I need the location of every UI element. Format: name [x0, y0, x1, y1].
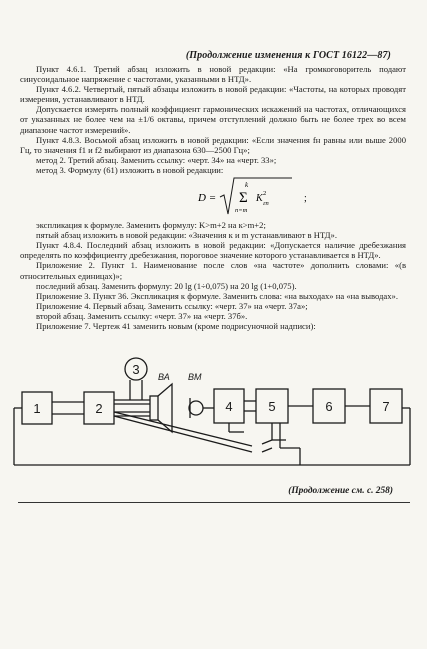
- page-footer: (Продолжение см. с. 258): [288, 486, 393, 496]
- paragraph: Приложение 7. Чертеж 41 заменить новым (кроме подрисуночной надписи):: [36, 320, 316, 331]
- paragraph: Приложение 4. Первый абзац. Заменить ссылку: «черт. 37» на «черт. 37а»;: [36, 300, 308, 311]
- formula-61: [20, 176, 406, 218]
- block-2-label: 2: [95, 401, 103, 416]
- paragraph: Допускается измерять полный коэффициент гармонических искажений на частотах, отличающихся от указанных не более чем на ±1/6 октавы, причем отступлений должно быть не более трех во всем диапазоне частот измерений».: [20, 104, 406, 135]
- paragraph: последний абзац. Заменить формулу: 20 lg (1÷0,075) на 20 lg (1+0,075).: [36, 280, 297, 291]
- speaker-body: [150, 396, 158, 420]
- switch-contact: [262, 448, 272, 452]
- paragraph: пятый абзац изложить в новой редакции: «Значения к и m устанавливают в НТД».: [36, 230, 337, 241]
- sum-sign: Σ: [239, 190, 248, 207]
- sum-lower-limit: n=m: [235, 207, 248, 215]
- paragraph: метод 3. Формулу (61) изложить в новой редакции:: [36, 164, 224, 175]
- formula-tail: ;: [304, 193, 307, 205]
- switch-line: [114, 416, 252, 452]
- paragraph: Пункт 4.8.3. Восьмой абзац изложить в новой редакции: «Если значения fн равны или выше 2000 Гц, то значения f1 и f2 выбирают из диапазона 630—2500 Гц»;: [20, 134, 406, 155]
- formula-term-sup: 2: [263, 190, 267, 198]
- block-7-label: 7: [382, 399, 390, 414]
- formula-term: K: [256, 193, 263, 205]
- paragraph: второй абзац. Заменить ссылку: «черт. 37» на «черт. 37б».: [36, 310, 248, 321]
- schematic-drawing-41: [0, 348, 427, 480]
- paragraph: Пункт 4.6.1. Третий абзац изложить в новой редакции: «На громкоговоритель подают синусоидальное напряжение с частотами, указанными в НТД».: [20, 64, 406, 85]
- block-5-label: 5: [268, 399, 276, 414]
- microphone-capsule: [189, 401, 203, 415]
- paragraph: Пункт 4.8.4. Последний абзац изложить в новой редакции: «Допускается наличие дребезжания определять по коэффициенту дребезжания, пороговое значение которого устанавливается в НТД».: [20, 240, 406, 261]
- block-3-label: 3: [132, 362, 140, 377]
- speaker-label: ВА: [158, 372, 170, 382]
- formula-lhs: D =: [198, 192, 217, 205]
- switch-contact: [262, 440, 272, 444]
- formula-term-sub: гn: [263, 200, 269, 208]
- footer-rule: [18, 502, 410, 503]
- paragraph: Приложение 3. Пункт 36. Экспликация к формуле. Заменить слова: «на выходах» на «на выводах».: [36, 290, 398, 301]
- paragraph: метод 2. Третий абзац. Заменить ссылку: «черт. 34» на «черт. 33»;: [36, 154, 277, 165]
- microphone-label: ВМ: [188, 372, 202, 382]
- block-1-label: 1: [33, 401, 41, 416]
- formula-graphic: [20, 176, 406, 218]
- block-4-label: 4: [225, 399, 233, 414]
- block-6-label: 6: [325, 399, 333, 414]
- switch-line: [114, 412, 252, 446]
- paragraph: экспликация к формуле. Заменить формулу: K>m+2 на к>m+2;: [36, 220, 266, 231]
- sum-upper-limit: k: [245, 181, 249, 190]
- paragraph: Пункт 4.6.2. Четвертый, пятый абзацы изложить в новой редакции: «Частоты, на которых проводят измерения, устанавливают в НТД.: [20, 84, 406, 105]
- page-header: (Продолжение изменения к ГОСТ 16122—87): [185, 50, 391, 61]
- document-body: [20, 64, 406, 331]
- paragraph: Приложение 2. Пункт 1. Наименование после слов «на частоте» дополнить словами: «(в относительных единицах)»;: [20, 260, 406, 281]
